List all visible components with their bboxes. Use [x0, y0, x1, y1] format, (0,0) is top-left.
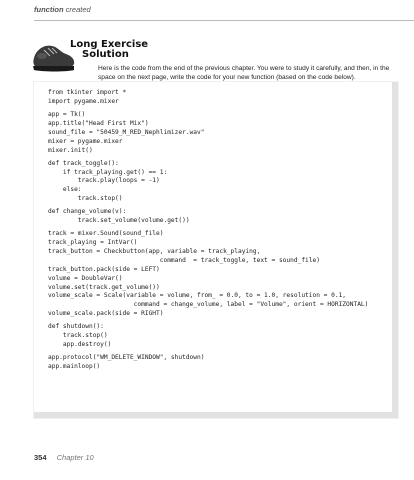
code-line: volume_scale = Scale(variable = volume, from_ = 0.0, to = 1.0, resolution = 0.1, [48, 292, 347, 300]
code-line: app = Tk() [48, 110, 86, 118]
code-line: import pygame.mixer [48, 97, 119, 105]
code-line: track_playing = IntVar() [48, 239, 138, 247]
exercise-title [70, 40, 148, 60]
code-line: volume = DoubleVar() [48, 274, 123, 282]
code-line: app.protocol("WM_DELETE_WINDOW", shutdown) [48, 354, 205, 362]
code-line: volume.set(track.get_volume()) [48, 283, 160, 291]
code-line: command = track_toggle, text = sound_file) [48, 256, 320, 264]
code-line: mixer.init() [48, 146, 93, 154]
code-line: track.stop() [48, 332, 108, 340]
running-head [34, 5, 91, 14]
code-line: app.mainloop() [48, 363, 101, 371]
code-block [48, 89, 368, 372]
exercise-intro: Here is the code from the end of the previous chapter. You were to study it carefully, and then, in the space on the next page, write the code for your new function (based on the code below). [98, 65, 390, 81]
running-head-light: created [65, 5, 91, 14]
code-line: else: [48, 186, 82, 194]
code-line: if track_playing.get() == 1: [48, 168, 168, 176]
exercise-title-line1: Long Exercise [70, 39, 149, 50]
code-line: mixer = pygame.mixer [48, 137, 123, 145]
code-line: def shutdown(): [48, 323, 104, 331]
chapter-label: Chapter 10 [56, 453, 94, 462]
code-line: command = change_volume, label = "Volume", orient = HORIZONTAL) [48, 301, 369, 309]
exercise-title-line2: Solution [82, 49, 129, 60]
code-line: app.title("Head First Mix") [48, 119, 149, 127]
page-footer [34, 453, 94, 462]
code-line: from tkinter import * [48, 89, 127, 96]
code-line: track_button = Checkbutton(app, variable = track_playing, [48, 248, 261, 255]
page-number: 354 [34, 453, 47, 462]
running-head-bold: function [34, 5, 64, 14]
header-rule [34, 20, 414, 21]
code-line: track.set_volume(volume.get()) [48, 217, 190, 225]
code-line: track.stop() [48, 195, 123, 203]
code-line: def track_toggle(): [48, 159, 119, 167]
code-line: def change_volume(v): [48, 208, 127, 216]
code-line: app.destroy() [48, 341, 112, 349]
code-line: volume_scale.pack(side = RIGHT) [48, 310, 164, 318]
code-line: track.play(loops = -1) [48, 177, 160, 185]
code-line: track_button.pack(side = LEFT) [48, 265, 160, 273]
code-line: sound_file = "50459_M_RED_Nephlimizer.wav" [48, 128, 205, 136]
code-line: track = mixer.Sound(sound_file) [48, 230, 164, 238]
